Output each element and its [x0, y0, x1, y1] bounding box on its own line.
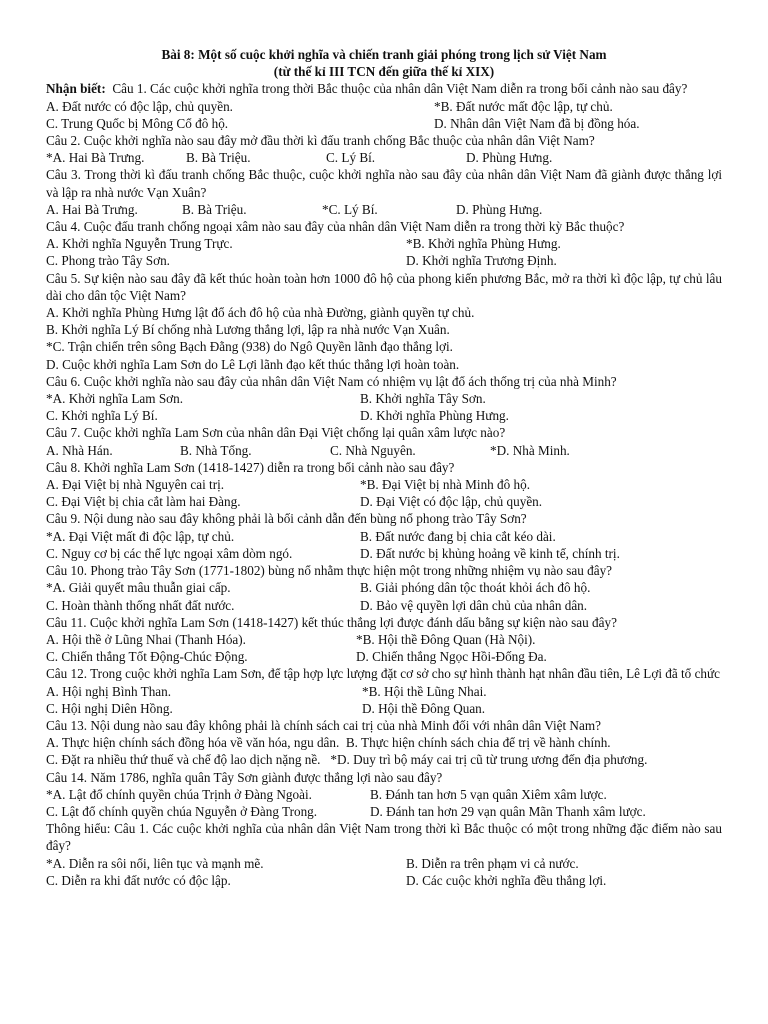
option-b: B. Giải phóng dân tộc thoát khỏi ách đô hộ.: [360, 580, 591, 596]
option-c: C. Đặt ra nhiều thứ thuế và chế độ lao dịch nặng nề.: [46, 752, 321, 768]
option-b: *B. Hội thề Đông Quan (Hà Nội).: [356, 631, 536, 647]
option-c: C. Phong trào Tây Sơn.: [46, 253, 170, 269]
option-a: A. Hai Bà Trưng.: [46, 201, 138, 217]
question-11-stem: Câu 11. Cuộc khởi nghĩa Lam Sơn (1418-1427) kết thúc thắng lợi được đánh dấu bằng sự kiện nào sau đây?: [46, 614, 617, 630]
option-b: *B. Khởi nghĩa Phùng Hưng.: [406, 236, 561, 252]
option-a: *A. Hai Bà Trưng.: [46, 150, 145, 166]
option-c: C. Hội nghị Diên Hồng.: [46, 700, 173, 716]
option-d: D. Khởi nghĩa Phùng Hưng.: [360, 408, 509, 424]
option-c: C. Chiến thắng Tốt Động-Chúc Động.: [46, 649, 248, 665]
comprehension-question-1-options: [46, 855, 722, 889]
question-3-options: [46, 201, 722, 218]
question-8-stem: Câu 8. Khởi nghĩa Lam Sơn (1418-1427) diễn ra trong bối cảnh nào sau đây?: [46, 459, 455, 475]
option-a: A. Nhà Hán.: [46, 442, 113, 458]
option-a: *A. Lật đổ chính quyền chúa Trịnh ở Đàng Ngoài.: [46, 786, 312, 802]
option-b: B. Đánh tan hơn 5 vạn quân Xiêm xâm lược.: [370, 786, 607, 802]
question-13-options-ab: [46, 734, 722, 751]
question-7-options: [46, 442, 722, 459]
question-1-options: [46, 98, 722, 132]
option-a: *A. Khởi nghĩa Lam Sơn.: [46, 391, 184, 407]
option-b: B. Bà Triệu.: [182, 201, 247, 217]
option-d: D. Các cuộc khởi nghĩa đều thắng lợi.: [406, 872, 607, 888]
option-d: D. Phùng Hưng.: [466, 150, 553, 166]
option-b: *B. Đại Việt bị nhà Minh đô hộ.: [360, 477, 531, 493]
option-a: A. Thực hiện chính sách đồng hóa về văn hóa, ngu dân.: [46, 735, 340, 751]
option-a: A. Khởi nghĩa Nguyễn Trung Trực.: [46, 236, 233, 252]
option-b: *B. Đất nước mất độc lập, tự chủ.: [434, 98, 613, 114]
section-label-thong-hieu: Thông hiểu:: [46, 821, 111, 837]
option-c: C. Nhà Nguyên.: [330, 442, 416, 458]
question-13-stem: Câu 13. Nội dung nào sau đây không phải là chính sách cai trị của nhà Minh đối với nhân dân Việt Nam?: [46, 717, 601, 733]
question-7-stem: Câu 7. Cuộc khởi nghĩa Lam Sơn của nhân dân Đại Việt chống lại quân xâm lược nào?: [46, 425, 506, 441]
option-c: C. Hoàn thành thống nhất đất nước.: [46, 597, 235, 613]
option-d: *D. Nhà Minh.: [490, 442, 570, 458]
option-a: *A. Diễn ra sôi nổi, liên tục và mạnh mẽ.: [46, 855, 264, 871]
question-12-options: [46, 683, 722, 717]
option-b: B. Diễn ra trên phạm vi cả nước.: [406, 855, 579, 871]
question-6-options: [46, 390, 722, 424]
question-13-options-cd: [46, 751, 722, 768]
document-subtitle: (từ thế kỉ III TCN đến giữa thế kỉ XIX): [273, 64, 495, 80]
question-10-options: [46, 579, 722, 613]
option-a: A. Hội thề ở Lũng Nhai (Thanh Hóa).: [46, 631, 246, 647]
question-4-options: [46, 235, 722, 269]
question-6-stem: Câu 6. Cuộc khởi nghĩa nào sau đây của nhân dân Việt Nam có nhiệm vụ lật đổ ách thống trị của nhà Minh?: [46, 373, 617, 389]
option-c: C. Lật đổ chính quyền chúa Nguyễn ở Đàng Trong.: [46, 803, 318, 819]
option-c: C. Đại Việt bị chia cắt làm hai Đàng.: [46, 494, 241, 510]
option-d: D. Phùng Hưng.: [456, 201, 543, 217]
document-title: Bài 8: Một số cuộc khởi nghĩa và chiến tranh giải phóng trong lịch sử Việt Nam: [161, 47, 607, 62]
option-c: C. Trung Quốc bị Mông Cổ đô hộ.: [46, 115, 229, 131]
option-b: *B. Hội thề Lũng Nhai.: [362, 683, 487, 699]
comprehension-question-1-stem: Thông hiểu: Câu 1. Các cuộc khởi nghĩa của nhân dân Việt Nam trong thời kì Bắc thuộc có một trong những đặc điểm nào sau đây?: [46, 821, 722, 854]
option-a: *A. Giải quyết mâu thuẫn giai cấp.: [46, 580, 231, 596]
question-3-stem: Câu 3. Trong thời kì đấu tranh chống Bắc thuộc, cuộc khởi nghĩa nào sau đây của nhân dân Việt Nam đã giành được thắng lợi và lập ra nhà nước Vạn Xuân?: [46, 167, 722, 200]
question-14-options: [46, 786, 722, 820]
option-b: B. Nhà Tống.: [180, 442, 252, 458]
option-d: D. Hội thề Đông Quan.: [362, 700, 486, 716]
question-2-options: [46, 149, 722, 166]
option-c: C. Khởi nghĩa Lý Bí.: [46, 408, 158, 424]
option-c: *C. Lý Bí.: [322, 201, 378, 217]
option-a: A. Đất nước có độc lập, chủ quyền.: [46, 98, 233, 114]
option-a: *A. Đại Việt mất đi độc lập, tự chủ.: [46, 528, 235, 544]
option-a: A. Khởi nghĩa Phùng Hưng lật đổ ách đô hộ của nhà Đường, giành quyền tự chủ.: [46, 305, 475, 321]
option-c: C. Lý Bí.: [326, 150, 376, 166]
question-9-stem: Câu 9. Nội dung nào sau đây không phải là bối cảnh dẫn đến bùng nổ phong trào Tây Sơn?: [46, 511, 527, 527]
question-11-options: [46, 631, 722, 665]
section-label-nhan-biet: Nhận biết:: [46, 81, 106, 97]
option-b: B. Thực hiện chính sách chia để trị về hành chính.: [345, 735, 611, 751]
option-a: A. Đại Việt bị nhà Nguyên cai trị.: [46, 477, 225, 493]
option-d: D. Bảo vệ quyền lợi dân chủ của nhân dân.: [360, 597, 588, 613]
question-2-stem: Câu 2. Cuộc khởi nghĩa nào sau đây mở đầu thời kì đấu tranh chống Bắc thuộc của nhân dân Việt Nam?: [46, 133, 595, 149]
question-4-stem: Câu 4. Cuộc đấu tranh chống ngoại xâm nào sau đây của nhân dân Việt Nam diễn ra trong thời kỳ Bắc thuộc?: [46, 219, 625, 235]
option-c: C. Diễn ra khi đất nước có độc lập.: [46, 872, 231, 888]
option-a: A. Hội nghị Bình Than.: [46, 683, 172, 699]
option-c: *C. Trận chiến trên sông Bạch Đằng (938) do Ngô Quyền lãnh đạo thắng lợi.: [46, 339, 453, 355]
option-d: D. Đại Việt có độc lập, chủ quyền.: [360, 494, 543, 510]
question-12-stem: Câu 12. Trong cuộc khởi nghĩa Lam Sơn, để tập hợp lực lượng đặt cơ sở cho sự hình thành hạt nhân đầu tiên, Lê Lợi đã tổ chức: [46, 666, 721, 682]
option-b: B. Khởi nghĩa Lý Bí chống nhà Lương thắng lợi, lập ra nhà nước Vạn Xuân.: [46, 322, 450, 338]
question-9-options: [46, 528, 722, 562]
option-c: C. Nguy cơ bị các thế lực ngoại xâm dòm ngó.: [46, 545, 293, 561]
option-d: D. Đánh tan hơn 29 vạn quân Mãn Thanh xâm lược.: [370, 803, 646, 819]
option-b: B. Đất nước đang bị chia cắt kéo dài.: [360, 528, 556, 544]
option-b: B. Khởi nghĩa Tây Sơn.: [360, 391, 486, 407]
question-14-stem: Câu 14. Năm 1786, nghĩa quân Tây Sơn giành được thắng lợi nào sau đây?: [46, 769, 443, 785]
option-d: D. Khởi nghĩa Trương Định.: [406, 253, 557, 269]
option-b: B. Bà Triệu.: [186, 150, 251, 166]
question-10-stem: Câu 10. Phong trào Tây Sơn (1771-1802) bùng nổ nhằm thực hiện một trong những nhiệm vụ nào sau đây?: [46, 563, 613, 579]
question-8-options: [46, 476, 722, 510]
option-d: D. Cuộc khởi nghĩa Lam Sơn do Lê Lợi lãnh đạo kết thúc thắng lợi hoàn toàn.: [46, 356, 460, 372]
option-d: D. Nhân dân Việt Nam đã bị đồng hóa.: [434, 115, 640, 131]
question-1-stem: Nhận biết: Câu 1. Các cuộc khởi nghĩa trong thời Bắc thuộc của nhân dân Việt Nam diễn ra trong bối cảnh nào sau đây?: [46, 81, 688, 97]
option-d: D. Đất nước bị khủng hoảng về kinh tế, chính trị.: [360, 545, 620, 561]
question-5-stem: Câu 5. Sự kiện nào sau đây đã kết thúc hoàn toàn hơn 1000 đô hộ của phong kiến phương Bắc, mở ra thời kì độc lập, tự chủ lâu dài cho dân tộc Việt Nam?: [46, 270, 722, 303]
option-d: D. Chiến thắng Ngọc Hồi-Đống Đa.: [356, 649, 547, 665]
option-d: *D. Duy trì bộ máy cai trị cũ từ trung ương đến địa phương.: [330, 752, 648, 768]
